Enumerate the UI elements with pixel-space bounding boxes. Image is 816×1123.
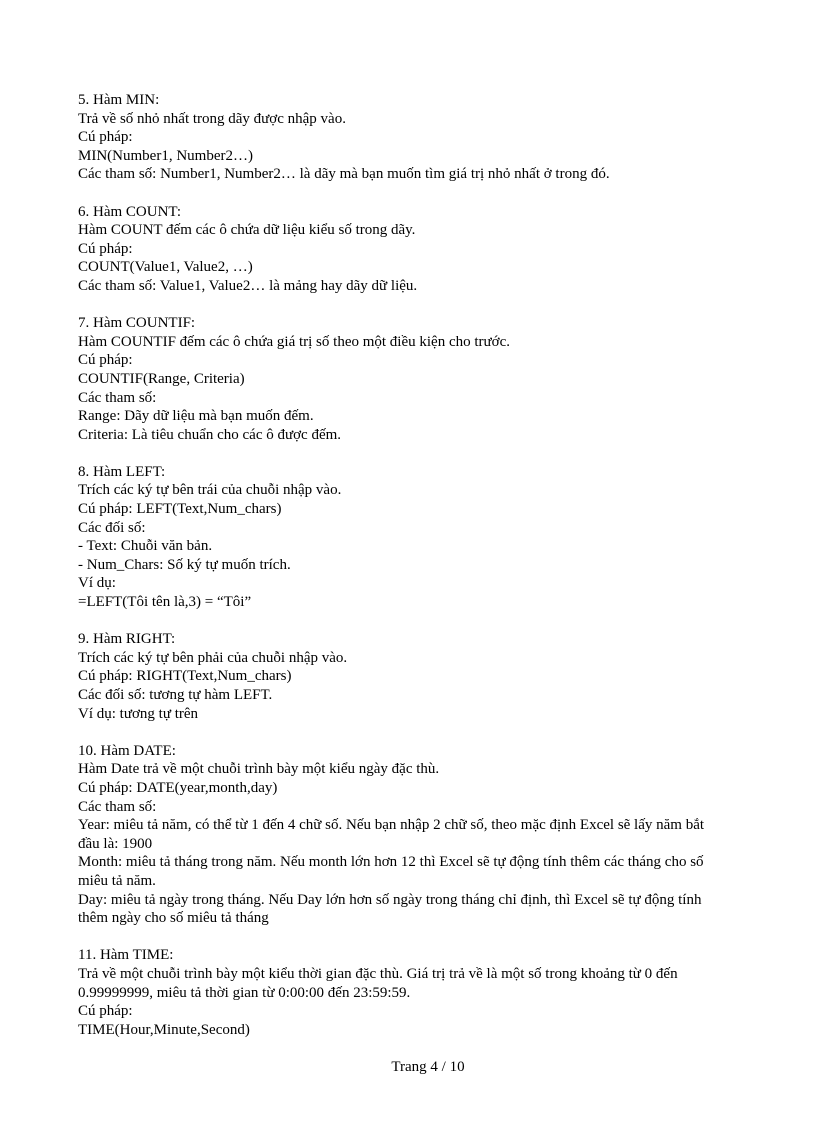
section-heading: 7. Hàm COUNTIF: (78, 315, 196, 332)
text-line: thêm ngày cho số miêu tả tháng (78, 910, 269, 927)
text-line: Trích các ký tự bên phải của chuỗi nhập vào. (78, 649, 348, 666)
text-line: Các tham số: (78, 798, 157, 815)
text-line: Các đối số: (78, 519, 146, 536)
text-line: TIME(Hour,Minute,Second) (78, 1021, 250, 1038)
section-heading: 5. Hàm MIN: (78, 92, 160, 108)
text-line: Cú pháp: DATE(year,month,day) (78, 779, 278, 796)
text-line: Month: miêu tả tháng trong năm. Nếu month lớn hơn 12 thì Excel sẽ tự động tính thêm các tháng cho số (78, 854, 704, 871)
text-line: Trả về một chuỗi trình bày một kiểu thời gian đặc thù. Giá trị trả về là một số trong khoảng từ 0 đến (78, 965, 678, 982)
section-countif (78, 314, 778, 444)
section-time (78, 946, 778, 1039)
text-line: Ví dụ: tương tự trên (78, 705, 199, 722)
document-page (78, 91, 778, 1058)
text-line: Cú pháp: (78, 129, 133, 146)
text-line: Các tham số: Number1, Number2… là dãy mà bạn muốn tìm giá trị nhỏ nhất ở trong đó. (78, 166, 610, 183)
section-heading: 8. Hàm LEFT: (78, 463, 166, 480)
page-number: Trang 4 / 10 (391, 1059, 465, 1075)
section-min (78, 91, 778, 184)
text-line: Cú pháp: (78, 1003, 133, 1020)
section-count (78, 203, 778, 296)
text-line: Các tham số: Value1, Value2… là mảng hay dãy dữ liệu. (78, 277, 418, 294)
text-line: Year: miêu tả năm, có thể từ 1 đến 4 chữ số. Nếu bạn nhập 2 chữ số, theo mặc định Excel sẽ lấy năm bắt (78, 817, 705, 834)
text-line: =LEFT(Tôi tên là,3) = “Tôi” (78, 594, 252, 611)
text-line: đầu là: 1900 (78, 835, 153, 852)
text-line: Cú pháp: (78, 352, 133, 369)
text-line: Trích các ký tự bên trái của chuỗi nhập vào. (78, 482, 342, 499)
text-line: Hàm COUNTIF đếm các ô chứa giá trị số theo một điều kiện cho trước. (78, 333, 510, 350)
text-line: Các đối số: tương tự hàm LEFT. (78, 687, 273, 703)
text-line: 0.99999999, miêu tả thời gian từ 0:00:00 đến 23:59:59. (78, 984, 411, 1001)
text-line: COUNT(Value1, Value2, …) (78, 259, 253, 276)
text-line: Day: miêu tả ngày trong tháng. Nếu Day lớn hơn số ngày trong tháng chỉ định, thì Excel sẽ tự động tính (78, 891, 702, 908)
section-right (78, 630, 778, 723)
section-left (78, 463, 778, 612)
text-line: Cú pháp: LEFT(Text,Num_chars) (78, 501, 282, 518)
text-line: COUNTIF(Range, Criteria) (78, 370, 245, 387)
section-heading: 10. Hàm DATE: (78, 742, 176, 759)
section-date (78, 742, 778, 928)
text-line: Range: Dãy dữ liệu mà bạn muốn đếm. (78, 408, 314, 425)
text-line: Các tham số: (78, 389, 157, 406)
text-line: miêu tả năm. (78, 872, 156, 889)
text-line: Cú pháp: RIGHT(Text,Num_chars) (78, 668, 292, 685)
text-line: MIN(Number1, Number2…) (78, 147, 253, 164)
text-line: Ví dụ: (78, 575, 116, 592)
text-line: - Num_Chars: Số ký tự muốn trích. (78, 556, 291, 573)
text-line: - Text: Chuỗi văn bản. (78, 538, 213, 555)
section-heading: 11. Hàm TIME: (78, 947, 174, 964)
section-heading: 9. Hàm RIGHT: (78, 631, 176, 648)
text-line: Hàm Date trả về một chuỗi trình bày một kiểu ngày đặc thù. (78, 761, 440, 778)
section-heading: 6. Hàm COUNT: (78, 203, 181, 220)
text-line: Trả về số nhỏ nhất trong dãy được nhập vào. (78, 110, 346, 127)
text-line: Criteria: Là tiêu chuẩn cho các ô được đếm. (78, 426, 342, 443)
text-line: Hàm COUNT đếm các ô chứa dữ liệu kiểu số trong dãy. (78, 222, 416, 239)
text-line: Cú pháp: (78, 240, 133, 257)
